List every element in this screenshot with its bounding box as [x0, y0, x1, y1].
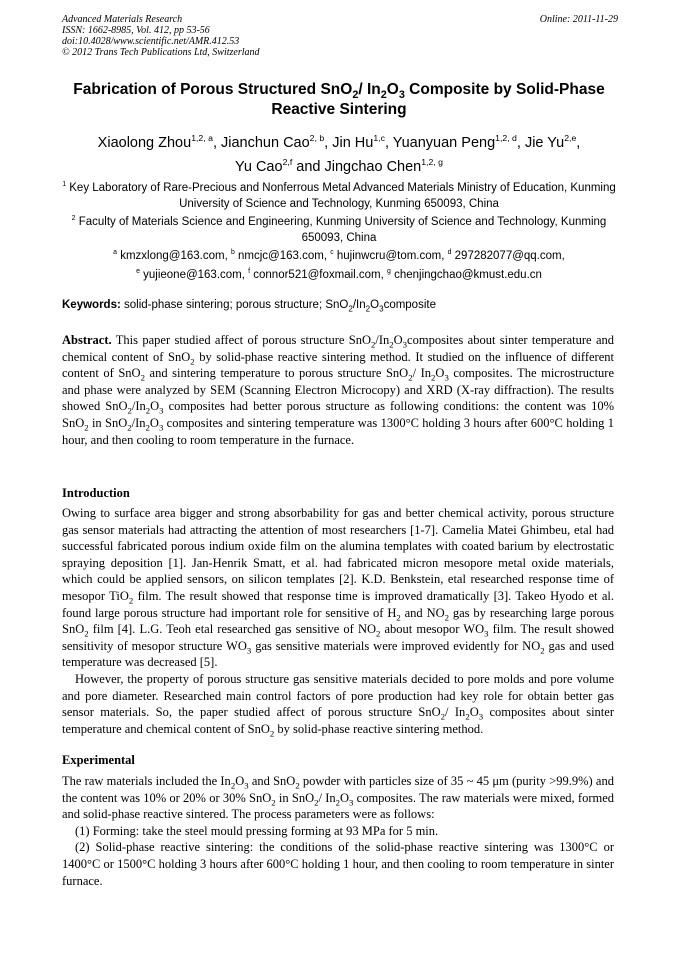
journal-doi: doi:10.4028/www.scientific.net/AMR.412.53 [62, 36, 240, 47]
author-name: Jianchun Cao [221, 134, 310, 151]
email-c[interactable]: hujinwcru@tom.com, [336, 249, 448, 262]
introduction-body [62, 505, 614, 737]
author-affiliation-marker: 1,2, d [495, 133, 517, 143]
author-name: Xiaolong Zhou [97, 134, 192, 151]
paper-title: Fabrication of Porous Structured SnO$_2$/ $In_2O_3$ Composite by Solid-Phase Reactive Sintering [73, 81, 605, 118]
abstract-label: Abstract. [62, 333, 112, 347]
author-emails: $^a$ kmzxlong@163.com, $^b$ nmcjc@163.com, $^c$ hujinwcru@tom.com, $^d$ 297282077@qq.com, $^e$ yujieone@163.com, $^f$ connor521@foxmail.com, $^g$ chenjingchao@kmust.edu.cn [113, 249, 565, 281]
journal-issn: ISSN: 1662-8985, Vol. 412, pp 53-56 [62, 25, 210, 36]
journal-header [62, 14, 618, 58]
author-affiliation-marker: 2, b [309, 133, 325, 143]
introduction-heading: Introduction [62, 486, 130, 500]
keywords: Keywords: solid-phase sintering; porous structure; $SnO_2/In_2O_3composite$ [62, 299, 436, 314]
online-date: Online: 2011-11-29 [539, 14, 618, 25]
author-name: Jingchao Chen [324, 158, 422, 175]
affiliation-1: $^1$ Key Laboratory of Rare-Precious and Nonferrous Metal Advanced Materials Ministry of Education, Kunming University of Science and Technology, Kunming 650093, China [62, 181, 616, 210]
author-name: Yuanyuan Peng [392, 134, 496, 151]
author-list: Xiaolong Zhou$^{1,2, a}$, Jianchun Cao$^{2, b}$, Jin Hu$^{1,c}$, Yuanyuan Peng$^{1,2, d}$, Jie Yu$^{2,e}$, Yu Cao$^{2,f}$ and Jingchao Chen$^{1,2, g}$ [97, 133, 581, 175]
email-a[interactable]: kmzxlong@163.com, [120, 249, 231, 262]
email-b[interactable]: nmcjc@163.com, [238, 249, 331, 262]
introduction-paragraph-1: Owing to surface area bigger and strong absorbability for gas and better chemical activity, porous structure gas sensor materials had attracting the attention of most researchers [1-7]. Camelia Matei Ghimbeu, etal had successful fabricated porous indium oxide film on the alumina templates with coated barium by electrostatic spraying deposition [1]. Jan-Henrik Smatt, et al. had fabricated micron mesopore metal oxide materials, which could be applied sensors, on silicon templates [2]. K.D. Benkstein, etal researched response time of mesopor TiO$_2$ film. The result showed that response time is improved dramatically [3]. Takeo Hyodo et al. found large porous structure had important role for sensitive of $H_2$ and $NO_2$ gas by researching large porous SnO$_2$ film [4]. L.G. Teoh etal researched gas sensitive of $NO_2$ about mesopor $WO_3$ film. The result showed sensitivity of mesopor structure $WO_3$ gas sensitive materials were improved evidently for $NO_2$ gas and used temperature was decreased [5]. [62, 506, 615, 670]
affiliation-2: $^2$ Faculty of Materials Science and Engineering, Kunming University of Science and Technology, Kunming 650093, China [71, 215, 607, 244]
experimental-paragraph-3: (2) Solid-phase reactive sintering: the conditions of the solid-phase reactive sintering was 1300°C or 1400°C or 1500°C holding 3 hours after 600°C holding 1 hour, and then cooling to room temperature in sinter furnace. [62, 840, 614, 888]
author-name: Jin Hu [332, 134, 374, 151]
email-g[interactable]: chenjingchao@kmust.edu.cn [394, 268, 542, 281]
introduction-paragraph-2: However, the property of porous structure gas sensitive materials decided to pore molds and pore volume and pore diameter. Researched main control factors of pore production had key role for obtain better gas sensor materials. So, the paper studied affect of porous structure SnO$_2$/ $In_2O_3$ composites about sinter temperature and chemical content of SnO$_2$ by solid-phase reactive sintering method. [62, 671, 614, 739]
keywords-label: Keywords: [62, 299, 121, 311]
abstract [62, 332, 614, 448]
author-affiliation-marker: 1,2, a [191, 133, 213, 143]
experimental-paragraph-2: (1) Forming: take the steel mould pressing forming at 93 MPa for 5 min. [75, 823, 439, 838]
author-name: Jie Yu [524, 134, 565, 151]
author-affiliation-marker: 2,e [564, 133, 577, 143]
experimental-body [62, 773, 614, 889]
email-e[interactable]: yujieone@163.com, [143, 268, 249, 281]
email-d[interactable]: 297282077@qq.com, [454, 249, 565, 262]
experimental-heading: Experimental [62, 753, 135, 767]
abstract-text: This paper studied affect of porous structure $SnO_2/In_2O_3composites$ about sinter temperature and chemical content of SnO$_2$ by solid-phase reactive sintering method. It studied on the influence of different content of SnO$_2$ and sintering temperature to porous structure SnO$_2$/ $In_2O_3$ composites. The microstructure and phase were analyzed by SEM (Scanning Electron Microcopy) and XRD (X-ray diffraction). The results showed $SnO_2/In_2O_3$ composites had better porous structure as following conditions: the content was 10% SnO$_2$ in $SnO_2/In_2O_3$ composites and sintering temperature was 1300°C holding 3 hours after 600°C holding 1 hour, and then cooling to room temperature in the furnace. [62, 333, 615, 447]
journal-copyright: © 2012 Trans Tech Publications Ltd, Switzerland [62, 47, 260, 58]
email-f[interactable]: connor521@foxmail.com, [253, 268, 388, 281]
experimental-paragraph-1: The raw materials included the $In_2O_3$ and SnO$_2$ powder with particles size of 35 ~ 45 μm (purity >99.9%) and the content was 10% or 20% or 30% SnO$_2$ in SnO$_2$/ $In_2O_3$ composites. The raw materials were mixed, formed and solid-phase reactive sintered. The process parameters were as follows: [62, 774, 615, 822]
author-name: Yu Cao [235, 158, 283, 175]
author-affiliation-marker: 2,f [282, 156, 293, 167]
author-affiliation-marker: 1,2, g [421, 156, 443, 167]
author-affiliation-marker: 1,c [373, 133, 385, 143]
journal-name: Advanced Materials Research [62, 14, 183, 25]
